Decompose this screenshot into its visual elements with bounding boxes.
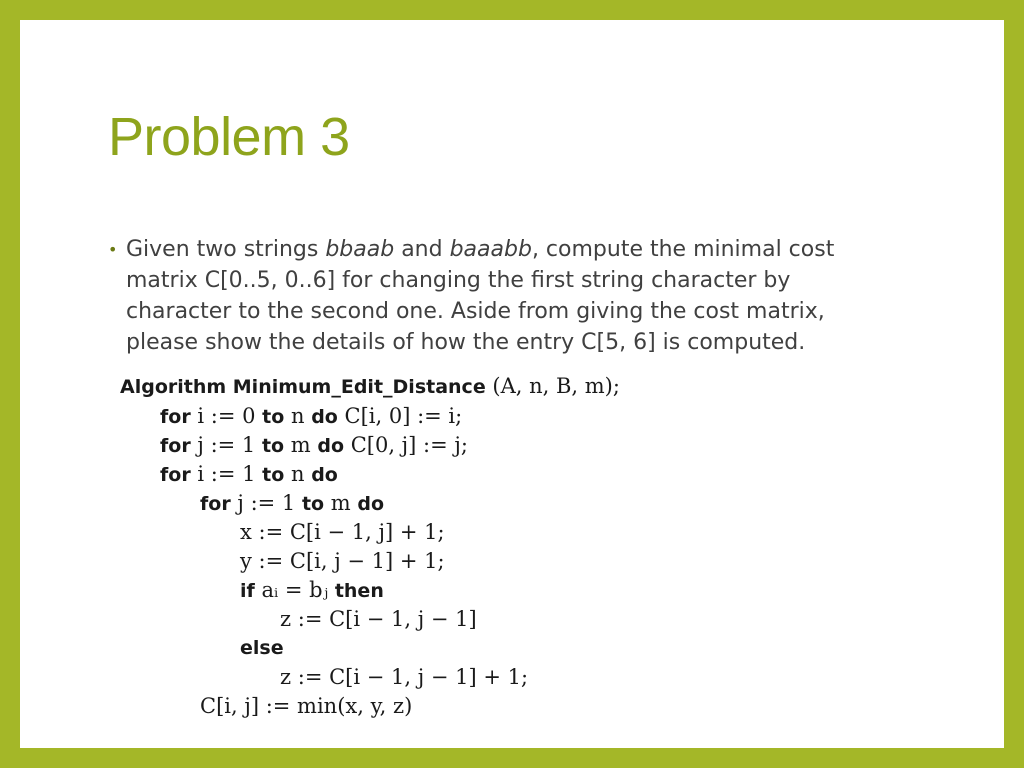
bullet-part-3: , compute the minimal cost matrix C[0..5, 0..6] for changing the first string character by character to the second one. Aside from giving the cost matrix, please show the details of how the entry C[5, 6] is computed.: [126, 237, 835, 355]
algo-math: (A, n, B, m);: [485, 374, 620, 398]
algo-line-else: [240, 634, 284, 662]
bullet-part-1: Given two strings: [126, 237, 326, 262]
algo-line-assign: [200, 692, 412, 720]
algo-line-init-cols: [160, 431, 468, 459]
algo-math: aᵢ = bⱼ: [254, 578, 335, 602]
algo-line-x: [240, 518, 445, 546]
algo-keyword: do: [311, 464, 338, 486]
algo-keyword: do: [357, 493, 385, 515]
algo-line-header: [120, 372, 620, 400]
algo-line-if: [240, 576, 384, 604]
algo-math: j := 1: [230, 491, 302, 515]
algo-math: j := 1: [190, 433, 262, 457]
slide-title: Problem 3: [108, 107, 350, 167]
algo-keyword: for: [160, 406, 191, 428]
algo-math: n: [284, 404, 312, 428]
algo-keyword: Algorithm Minimum_Edit_Distance: [120, 376, 486, 398]
algo-keyword: to: [261, 435, 285, 457]
algo-keyword: to: [262, 406, 285, 428]
algo-math: m: [284, 433, 318, 457]
algo-math: C[i, j] := min(x, y, z): [200, 694, 413, 718]
algo-keyword: to: [301, 493, 325, 515]
algo-math: z := C[i − 1, j − 1]: [280, 607, 477, 631]
algo-math: z := C[i − 1, j − 1] + 1;: [280, 665, 529, 689]
algo-line-outer-loop: [160, 460, 338, 488]
bullet-text: [126, 234, 890, 358]
algo-math: C[0, j] := j;: [344, 433, 468, 457]
algo-keyword: for: [160, 435, 191, 457]
algo-keyword: for: [160, 464, 191, 486]
algo-keyword: for: [200, 493, 231, 515]
algo-line-z-match: [280, 605, 477, 633]
algo-keyword: else: [240, 637, 284, 659]
algo-keyword: to: [262, 464, 285, 486]
algo-line-z-mismatch: [280, 663, 528, 691]
algo-math: y := C[i, j − 1] + 1;: [240, 549, 445, 573]
algo-line-init-rows: [160, 402, 462, 430]
bullet-part-2: and: [394, 237, 450, 262]
algo-keyword: do: [311, 406, 338, 428]
algo-math: x := C[i − 1, j] + 1;: [240, 520, 445, 544]
string-1: bbaab: [325, 237, 395, 262]
algo-line-y: [240, 547, 445, 575]
algo-line-inner-loop: [200, 489, 384, 517]
algo-math: C[i, 0] := i;: [337, 404, 463, 428]
algo-math: i := 0: [190, 404, 263, 428]
algo-keyword: then: [334, 580, 384, 602]
bullet-item: [110, 234, 890, 358]
algo-math: i := 1: [190, 462, 263, 486]
algo-math: m: [324, 491, 358, 515]
bullet-dot-icon: •: [108, 240, 118, 259]
algo-math: n: [284, 462, 312, 486]
string-2: baaabb: [449, 237, 532, 262]
slide: [20, 20, 1004, 748]
algo-keyword: do: [317, 435, 345, 457]
algo-keyword: if: [240, 580, 255, 602]
